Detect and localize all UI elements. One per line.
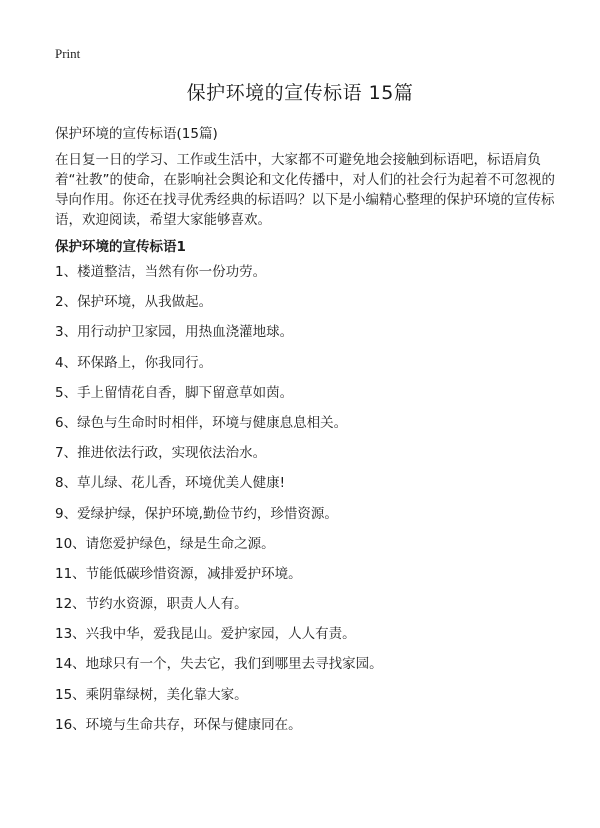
section-heading: 保护环境的宣传标语1 (55, 239, 186, 255)
list-item: 13、兴我中华，爱我昆山。爱护家园，人人有责。 (55, 626, 356, 643)
list-item: 12、节约水资源，职责人人有。 (55, 596, 248, 613)
slogan-list (55, 262, 555, 745)
list-item: 11、节能低碳珍惜资源，减排爱护环境。 (55, 565, 302, 582)
document-subtitle: 保护环境的宣传标语(15篇) (55, 126, 218, 142)
document-title: 保护环境的宣传标语 15篇 (186, 82, 414, 104)
list-item: 3、用行动护卫家园，用热血浇灌地球。 (55, 324, 294, 341)
intro-paragraph: 在日复一日的学习、工作或生活中，大家都不可避免地会接触到标语吧，标语肩负着“社教”的使命，在影响社会舆论和文化传播中，对人们的社会行为起着不可忽视的导向作用。你还在找寻优秀经典的标语吗？以下是小编精心整理的保护环境的宣传标语，欢迎阅读，希望大家能够喜欢。 (55, 152, 555, 228)
list-item: 15、乘阴靠绿树，美化靠大家。 (55, 686, 248, 703)
list-item: 16、环境与生命共存，环保与健康同在。 (55, 716, 302, 733)
list-item: 4、环保路上，你我同行。 (55, 354, 213, 371)
list-item: 8、草儿绿、花儿香，环境优美人健康! (55, 475, 286, 492)
list-item: 2、保护环境，从我做起。 (55, 294, 213, 311)
list-item: 1、楼道整洁，当然有你一份功劳。 (55, 264, 267, 280)
list-item: 9、爱绿护绿，保护环境,勤俭节约，珍惜资源。 (55, 505, 338, 522)
list-item: 6、绿色与生命时时相伴，环境与健康息息相关。 (55, 414, 348, 431)
print-link[interactable]: Print (55, 46, 81, 61)
list-item: 14、地球只有一个，失去它，我们到哪里去寻找家园。 (55, 656, 383, 673)
list-item: 7、推进依法行政，实现依法治水。 (55, 445, 267, 462)
list-item: 5、手上留情花自香，脚下留意草如茵。 (55, 384, 294, 401)
list-item: 10、请您爱护绿色，绿是生命之源。 (55, 535, 275, 552)
